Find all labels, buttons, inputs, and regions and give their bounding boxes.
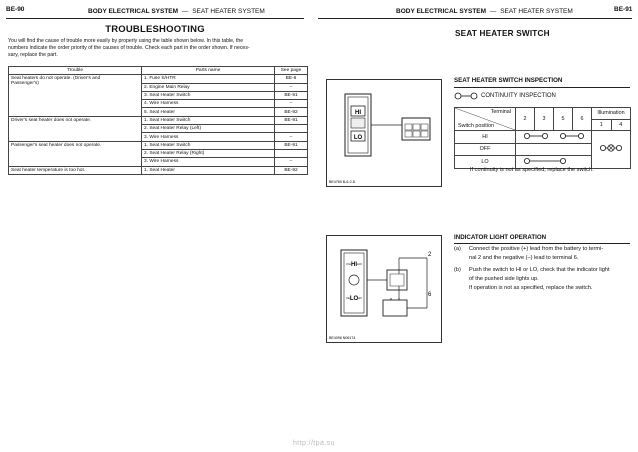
ct-switch-position-label: Switch position xyxy=(458,123,494,129)
step-a-line: nal 2 and the negative (–) lead to terminal 6. xyxy=(469,255,579,262)
ct-row-hi xyxy=(455,131,631,144)
ct-hi-connections xyxy=(516,131,592,144)
troubleshooting-table xyxy=(8,66,308,175)
page-cell: BE-6 xyxy=(275,75,308,83)
ct-terminal-2: 2 xyxy=(516,108,535,131)
part-cell: 1. Seat Heater Switch xyxy=(142,141,275,149)
ct-lo-continuity-marks xyxy=(518,156,590,166)
ct-off-connections xyxy=(516,144,592,156)
page-cell: BE-91 xyxy=(275,91,308,99)
ct-terminal-3: 3 xyxy=(535,108,554,131)
ct-terminal-5: 5 xyxy=(554,108,573,131)
right-header-subsection: SEAT HEATER SYSTEM xyxy=(500,8,573,15)
left-header-dash: — xyxy=(181,8,189,15)
fig2-wire-6: 6 xyxy=(428,292,432,298)
left-header-section: BODY ELECTRICAL SYSTEM xyxy=(88,8,179,15)
trouble-cell xyxy=(9,141,142,166)
fig1-label-hi: HI xyxy=(355,110,361,116)
step-a-line: Connect the positive (+) lead from the battery to termi- xyxy=(469,246,604,252)
intro-line: numbers indicate the order priority of the causes of trouble. Check each part in the order shown. If neces- xyxy=(8,45,250,51)
trouble-line: Passenger's) xyxy=(11,81,39,87)
indicator-step-a xyxy=(454,245,636,263)
inspection-heading: SEAT HEATER SWITCH INSPECTION xyxy=(454,77,563,84)
fig2-label-hi: -HI- xyxy=(349,262,359,268)
left-header-rule xyxy=(6,18,304,19)
watermark: http://tpa.su xyxy=(293,440,335,447)
part-cell: 2. Seat Heater Relay (Left) xyxy=(142,125,275,133)
part-cell: 1. Seat Heater xyxy=(142,166,275,174)
fig2-wire-2: 2 xyxy=(428,252,432,258)
right-header-dash: — xyxy=(489,8,497,15)
trouble-line: Seat heaters do not operate. (Driver's and xyxy=(11,76,101,82)
page-cell: BE-91 xyxy=(275,141,308,149)
part-cell: 3. Wire Harness xyxy=(142,158,275,166)
table-row xyxy=(9,116,308,124)
continuity-inspection-label xyxy=(454,92,556,100)
trouble-line: Driver's seat heater does not operate. xyxy=(11,117,92,123)
indicator-wiring-drawing xyxy=(327,236,441,342)
intro-line: sary, replace the part. xyxy=(8,52,58,58)
table-row xyxy=(9,75,308,83)
page-cell: BE-91 xyxy=(275,116,308,124)
intro-paragraph xyxy=(8,38,308,59)
indicator-step-b xyxy=(454,266,636,284)
part-cell: 5. Seat Heater xyxy=(142,108,275,116)
table-row xyxy=(9,141,308,149)
continuity-symbol-icon xyxy=(454,92,478,100)
part-cell: 3. Seat Heater Switch xyxy=(142,91,275,99)
trouble-cell xyxy=(9,166,142,174)
part-cell: 1. Seat Heater Switch xyxy=(142,116,275,124)
page-cell xyxy=(275,149,308,157)
continuity-note: If continuity is not as specified, replace the switch. xyxy=(470,167,594,173)
fig2-label-lo: -LO- xyxy=(347,296,361,302)
right-running-header xyxy=(396,8,573,15)
header-parts: Parts name xyxy=(142,67,275,75)
table-header-row xyxy=(9,67,308,75)
part-cell: 4. Wire Harness xyxy=(142,100,275,108)
right-header-rule xyxy=(318,18,632,19)
page-cell: BE-92 xyxy=(275,166,308,174)
ct-position-lo: LO xyxy=(455,155,516,168)
ct-position-hi: HI xyxy=(455,131,516,144)
page-cell: BE-92 xyxy=(275,108,308,116)
ct-illumination-lamp-symbol xyxy=(596,133,626,163)
switch-connector-drawing xyxy=(327,80,441,186)
inspection-heading-rule xyxy=(454,87,630,88)
ct-terminal-label: Terminal xyxy=(490,109,511,115)
page-cell: – xyxy=(275,133,308,141)
right-page-title: SEAT HEATER SWITCH xyxy=(455,29,550,38)
ct-illumination-connections xyxy=(592,131,631,169)
trouble-cell xyxy=(9,75,142,116)
step-a-marker: (a) xyxy=(454,246,461,252)
ct-position-off: OFF xyxy=(455,144,516,156)
step-b-marker: (b) xyxy=(454,267,461,273)
trouble-line: Passenger's seat heater does not operate. xyxy=(11,142,102,148)
left-page-number: BE-90 xyxy=(6,6,25,13)
ct-illumination-label: Illumination xyxy=(592,108,631,120)
ct-hi-continuity-marks xyxy=(518,131,590,141)
indicator-note: If operation is not as specified, replace the switch. xyxy=(469,285,593,291)
ct-terminal-6: 6 xyxy=(573,108,592,131)
header-page: See page xyxy=(275,67,308,75)
step-b-line: Push the switch to HI or LO, check that the indicator light xyxy=(469,267,610,273)
ct-header-row-1 xyxy=(455,108,631,120)
page-cell: – xyxy=(275,100,308,108)
ct-illum-terminal-1: 1 xyxy=(592,119,612,131)
fig1-code: BE4769 B-6-2-D xyxy=(329,180,356,184)
step-b-line: of the pushed side lights up. xyxy=(469,276,539,283)
ct-corner-cell xyxy=(455,108,516,131)
page-cell: – xyxy=(275,158,308,166)
indicator-heading: INDICATOR LIGHT OPERATION xyxy=(454,234,547,241)
indicator-heading-rule xyxy=(454,243,630,244)
page-cell: – xyxy=(275,83,308,91)
right-header-section: BODY ELECTRICAL SYSTEM xyxy=(396,8,487,15)
right-page-number: BE-91 xyxy=(614,6,633,13)
trouble-line: Seat heater temperature is too hot. xyxy=(11,167,86,173)
table-row xyxy=(9,166,308,174)
part-cell: 3. Wire Harness xyxy=(142,133,275,141)
fig1-label-lo: LO xyxy=(353,135,363,141)
trouble-cell xyxy=(9,116,142,141)
left-running-header xyxy=(88,8,265,15)
fig2-code: BE4096 N06174 xyxy=(329,336,356,340)
ct-illum-terminal-4: 4 xyxy=(611,119,631,131)
part-cell: 2. Engine Main Relay xyxy=(142,83,275,91)
intro-line: You will find the cause of trouble more easily by properly using the table shown below. In this table, the xyxy=(8,38,244,44)
page-cell xyxy=(275,125,308,133)
left-header-subsection: SEAT HEATER SYSTEM xyxy=(192,8,265,15)
continuity-table xyxy=(454,107,631,169)
switch-connector-figure xyxy=(326,79,442,187)
left-page-title: TROUBLESHOOTING xyxy=(105,24,205,35)
continuity-label-text: CONTINUITY INSPECTION xyxy=(481,93,556,99)
header-trouble: Trouble xyxy=(9,67,142,75)
part-cell: 1. Fuse S/HTR xyxy=(142,75,275,83)
indicator-wiring-figure xyxy=(326,235,442,343)
part-cell: 2. Seat Heater Relay (Right) xyxy=(142,149,275,157)
